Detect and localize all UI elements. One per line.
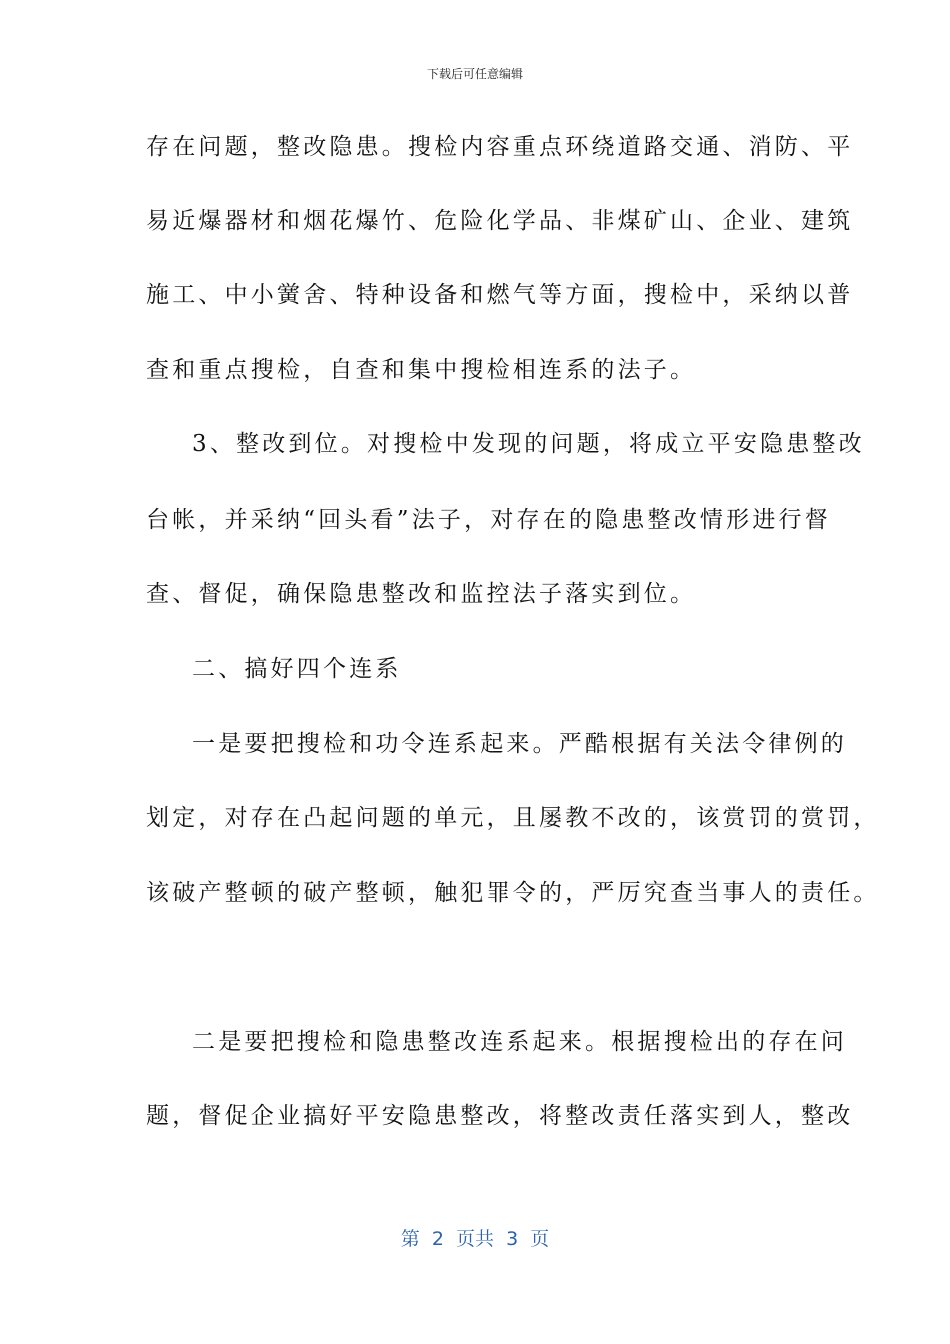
body-line-10: 划定，对存在凸起问题的单元，且屡教不改的，该赏罚的赏罚， xyxy=(146,805,880,831)
body-line-3: 施工、中小黉舍、特种设备和燃气等方面，搜检中，采纳以普 xyxy=(146,282,854,308)
body-line-7: 查、督促，确保隐患整改和监控法子落实到位。 xyxy=(146,581,697,607)
page-footer: 第 2 页共 3 页 xyxy=(400,1228,550,1250)
body-line-11: 该破产整顿的破产整顿，触犯罪令的，严厉究查当事人的责任。 xyxy=(146,880,880,906)
body-line-9: 一是要把搜检和功令连系起来。严酷根据有关法令律例的 xyxy=(192,731,847,757)
body-line-4: 查和重点搜检，自查和集中搜检相连系的法子。 xyxy=(146,357,697,383)
body-line-13: 题，督促企业搞好平安隐患整改，将整改责任落实到人，整改 xyxy=(146,1103,854,1129)
body-line-12: 二是要把搜检和隐患整改连系起来。根据搜检出的存在问 xyxy=(192,1029,847,1055)
body-line-1: 存在问题，整改隐患。搜检内容重点环绕道路交通、消防、平 xyxy=(146,134,854,160)
section-heading: 二、搞好四个连系 xyxy=(192,656,402,682)
body-line-2: 易近爆器材和烟花爆竹、危险化学品、非煤矿山、企业、建筑 xyxy=(146,208,854,234)
page-header: 下载后可任意编辑 xyxy=(426,67,523,81)
body-line-5: 3、整改到位。对搜检中发现的问题，将成立平安隐患整改 xyxy=(192,431,865,457)
body-line-6: 台帐，并采纳“回头看”法子，对存在的隐患整改情形进行督 xyxy=(146,507,831,533)
